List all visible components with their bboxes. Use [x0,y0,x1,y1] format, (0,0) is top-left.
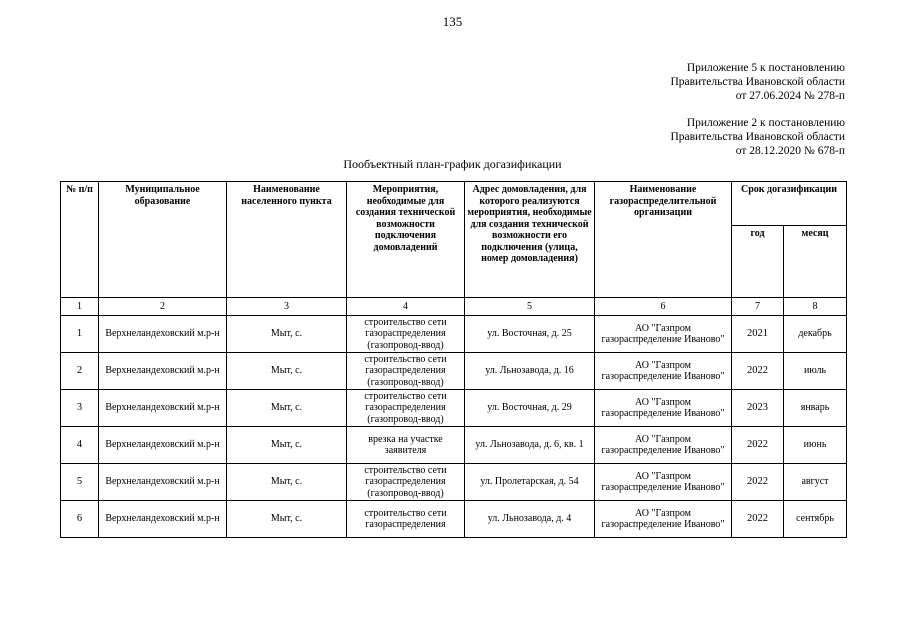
cell-org: АО "Газпром газораспределение Иваново" [595,464,732,501]
cell-municipality: Верхнеландеховский м.р-н [99,427,227,464]
cell-org: АО "Газпром газораспределение Иваново" [595,353,732,390]
header-deadline: Срок догазификации [732,182,847,226]
cell-measure: строительство сети газораспределения (газопровод-ввод) [347,390,465,427]
cell-address: ул. Льнозавода, д. 4 [465,501,595,538]
column-number: 5 [465,298,595,316]
header-year: год [732,226,784,298]
cell-month: июль [784,353,847,390]
cell-settlement: Мыт, с. [227,316,347,353]
cell-address: ул. Восточная, д. 29 [465,390,595,427]
cell-year: 2022 [732,464,784,501]
cell-address: ул. Льнозавода, д. 6, кв. 1 [465,427,595,464]
cell-org: АО "Газпром газораспределение Иваново" [595,501,732,538]
cell-year: 2021 [732,316,784,353]
cell-num: 3 [61,390,99,427]
header-municipality: Муниципальное образование [99,182,227,298]
cell-num: 2 [61,353,99,390]
cell-num: 4 [61,427,99,464]
column-number: 8 [784,298,847,316]
column-number: 4 [347,298,465,316]
appendix-line: Правительства Ивановской области [670,76,845,88]
cell-municipality: Верхнеландеховский м.р-н [99,464,227,501]
header-num: № п/п [61,182,99,298]
cell-org: АО "Газпром газораспределение Иваново" [595,390,732,427]
cell-month: декабрь [784,316,847,353]
column-number: 6 [595,298,732,316]
cell-month: сентябрь [784,501,847,538]
header-measures: Мероприятия, необходимые для создания технической возможности подключения домовладений [347,182,465,298]
cell-address: ул. Льнозавода, д. 16 [465,353,595,390]
table-header-row [61,182,847,226]
gasification-schedule-table [60,181,847,538]
appendix-note-current [670,61,845,103]
table-row [61,464,847,501]
cell-year: 2023 [732,390,784,427]
cell-settlement: Мыт, с. [227,464,347,501]
cell-num: 5 [61,464,99,501]
appendix-line: Правительства Ивановской области [670,131,845,143]
table-row [61,390,847,427]
cell-measure: строительство сети газораспределения [347,501,465,538]
column-number: 3 [227,298,347,316]
header-address: Адрес домовладения, для которого реализуются мероприятия, необходимые для создания технической возможности его подключения (улица, номер домовладения) [465,182,595,298]
table-row [61,501,847,538]
appendix-line: Приложение 5 к постановлению [686,62,845,74]
cell-municipality: Верхнеландеховский м.р-н [99,501,227,538]
appendix-note-original [670,116,845,158]
cell-month: январь [784,390,847,427]
column-number: 1 [61,298,99,316]
cell-municipality: Верхнеландеховский м.р-н [99,353,227,390]
cell-year: 2022 [732,427,784,464]
column-numbers-row [61,298,847,316]
cell-measure: строительство сети газораспределения (газопровод-ввод) [347,464,465,501]
cell-org: АО "Газпром газораспределение Иваново" [595,427,732,464]
cell-measure: строительство сети газораспределения (газопровод-ввод) [347,316,465,353]
cell-municipality: Верхнеландеховский м.р-н [99,316,227,353]
cell-num: 6 [61,501,99,538]
cell-year: 2022 [732,353,784,390]
cell-month: август [784,464,847,501]
cell-settlement: Мыт, с. [227,501,347,538]
cell-address: ул. Восточная, д. 25 [465,316,595,353]
cell-num: 1 [61,316,99,353]
header-settlement: Наименование населенного пункта [227,182,347,298]
cell-measure: строительство сети газораспределения (газопровод-ввод) [347,353,465,390]
cell-measure: врезка на участке заявителя [347,427,465,464]
cell-year: 2022 [732,501,784,538]
cell-org: АО "Газпром газораспределение Иваново" [595,316,732,353]
column-number: 2 [99,298,227,316]
document-title: Пообъектный план-график догазификации [343,157,562,171]
table-row [61,353,847,390]
cell-month: июнь [784,427,847,464]
cell-settlement: Мыт, с. [227,353,347,390]
header-month: месяц [784,226,847,298]
appendix-line: от 28.12.2020 № 678-п [735,145,845,157]
cell-settlement: Мыт, с. [227,427,347,464]
cell-address: ул. Пролетарская, д. 54 [465,464,595,501]
cell-settlement: Мыт, с. [227,390,347,427]
appendix-line: от 27.06.2024 № 278-п [735,90,845,102]
cell-municipality: Верхнеландеховский м.р-н [99,390,227,427]
header-gas-org: Наименование газораспределительной организации [595,182,732,298]
page-number: 135 [442,14,463,29]
appendix-line: Приложение 2 к постановлению [686,117,845,129]
column-number: 7 [732,298,784,316]
table-row [61,427,847,464]
table-row [61,316,847,353]
